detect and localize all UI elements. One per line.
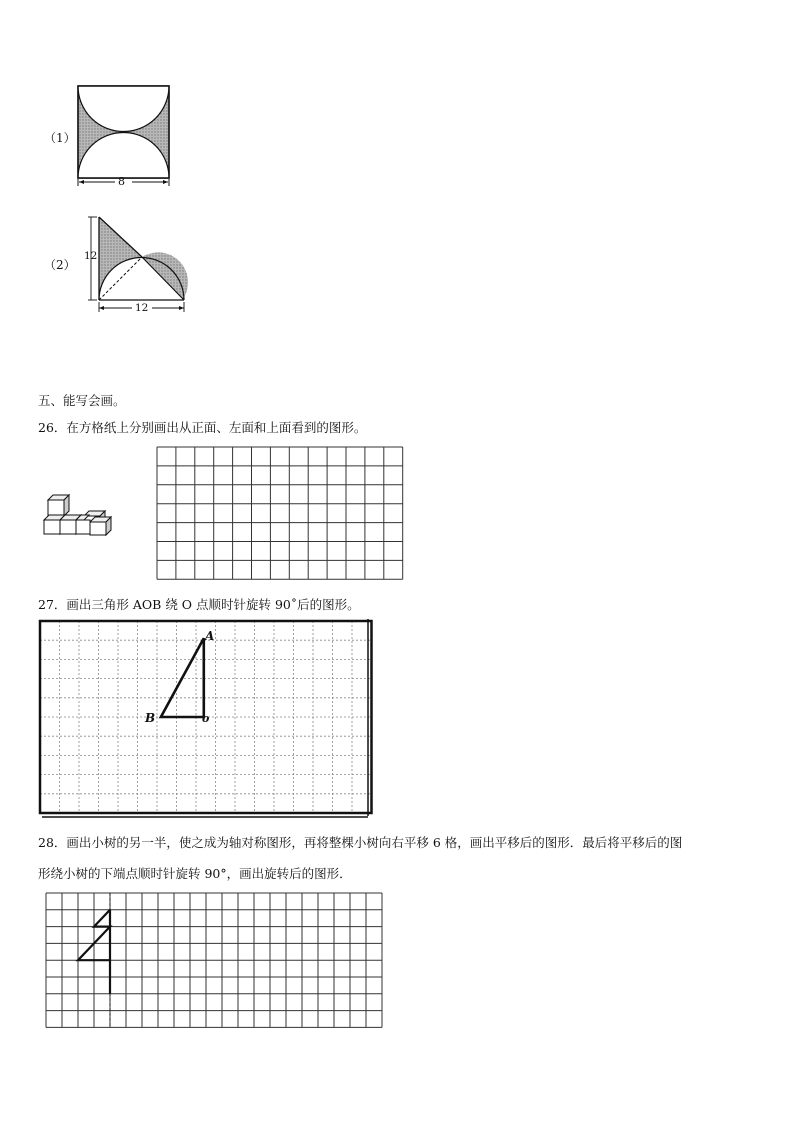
figure-2-width-label: 12 — [135, 302, 149, 314]
grid-lines — [157, 447, 403, 579]
figure-2-height-label: 12 — [84, 250, 98, 262]
question-26-grid[interactable] — [156, 446, 404, 580]
cube-stack-drawing — [40, 492, 120, 538]
figure-1-diagram — [70, 80, 180, 192]
triangle-aob — [161, 638, 204, 717]
point-a-label: A — [205, 629, 215, 643]
figure-1-label: （1） — [44, 131, 76, 145]
question-28-text-line-2: 形绕小树的下端点顺时针旋转 90°，画出旋转后的图形． — [38, 866, 352, 881]
point-o-label: o — [202, 712, 210, 725]
point-b-label: B — [145, 711, 156, 725]
figure-1-dimension: 8 — [118, 175, 125, 188]
question-27-text: 27．画出三角形 AOB 绕 O 点顺时针旋转 90˚后的图形。 — [38, 597, 360, 612]
figure-2-label: （2） — [44, 258, 76, 272]
section-title: 五、能写会画。 — [38, 393, 126, 408]
question-26-text: 26．在方格纸上分别画出从正面、左面和上面看到的图形。 — [38, 420, 367, 435]
question-28-grid[interactable] — [45, 892, 383, 1028]
question-28-text-line-1: 28．画出小树的另一半，使之成为轴对称图形，再将整棵小树向右平移 6 格，画出平移后的图形．最后将平移后的图 — [38, 835, 683, 850]
